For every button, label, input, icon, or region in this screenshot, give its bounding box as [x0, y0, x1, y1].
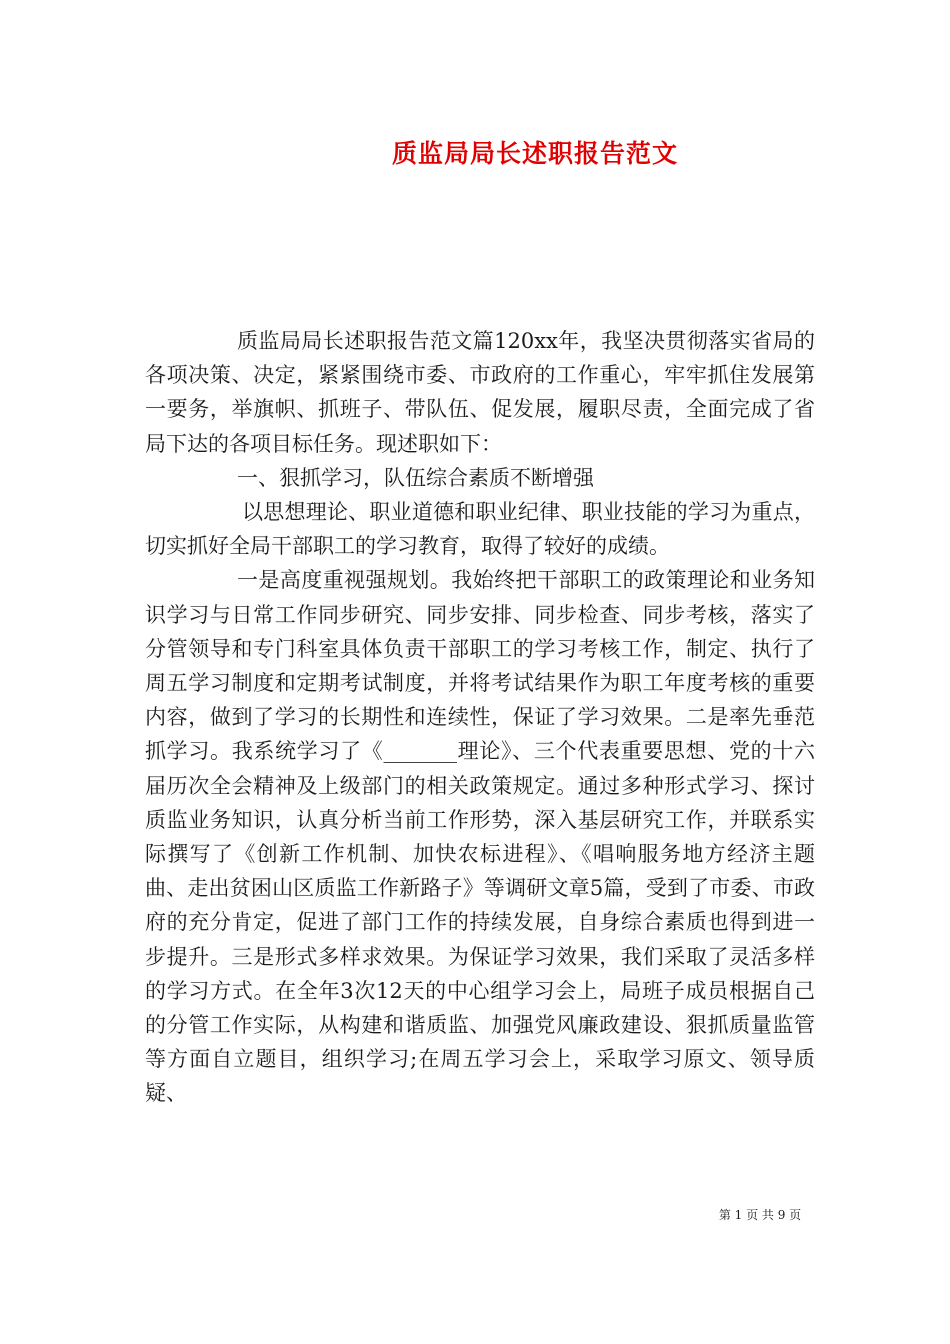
section-heading-1: 一、狠抓学习，队伍综合素质不断增强	[237, 465, 594, 490]
paragraph-study-details: 一是高度重视强规划。我始终把干部职工的政策理论和业务知识学习与日常工作同步研究、同步安排、同步检查、同步考核，落实了分管领导和专门科室具体负责干部职工的学习考核工作，制定、执行了周五学习制度和定期考试制度，并将考试结果作为职工年度考核的重要内容，做到了学习的长期性和连续性，保证了学习效果。二是率先垂范抓学习。我系统学习了《_______理论》、三个代表重要思想、党的十六届历次全会精神及上级部门的相关政策规定。通过多种形式学习、探讨质监业务知识，认真分析当前工作形势，深入基层研究工作，并联系实际撰写了《创新工作机制、加快农标进程》、《唱响服务地方经济主题曲、走出贫困山区质监工作新路子》等调研文章5篇，受到了市委、市政府的充分肯定，促进了部门工作的持续发展，自身综合素质也得到进一步提升。三是形式多样求效果。为保证学习效果，我们采取了灵活多样的学习方式。在全年3次12天的中心组学习会上，局班子成员根据自己的分管工作实际，从构建和谐质监、加强党风廉政建设、狠抓质量监管等方面自立题目，组织学习;在周五学习会上，采取学习原文、领导质疑、	[145, 568, 815, 1106]
document-body	[145, 324, 815, 1111]
page-number: 第 1 页 共 9 页	[718, 1208, 802, 1222]
paragraph-study-focus: 以思想理论、职业道德和职业纪律、职业技能的学习为重点，切实抓好全局干部职工的学习教育，取得了较好的成绩。	[145, 500, 815, 559]
document-title: 质监局局长述职报告范文	[391, 139, 678, 168]
paragraph-intro: 质监局局长述职报告范文篇120xx年，我坚决贯彻落实省局的各项决策、决定，紧紧围绕市委、市政府的工作重心，牢牢抓住发展第一要务，举旗帜、抓班子、带队伍、促发展，履职尽责，全面完成了省局下达的各项目标任务。现述职如下：	[145, 329, 815, 456]
